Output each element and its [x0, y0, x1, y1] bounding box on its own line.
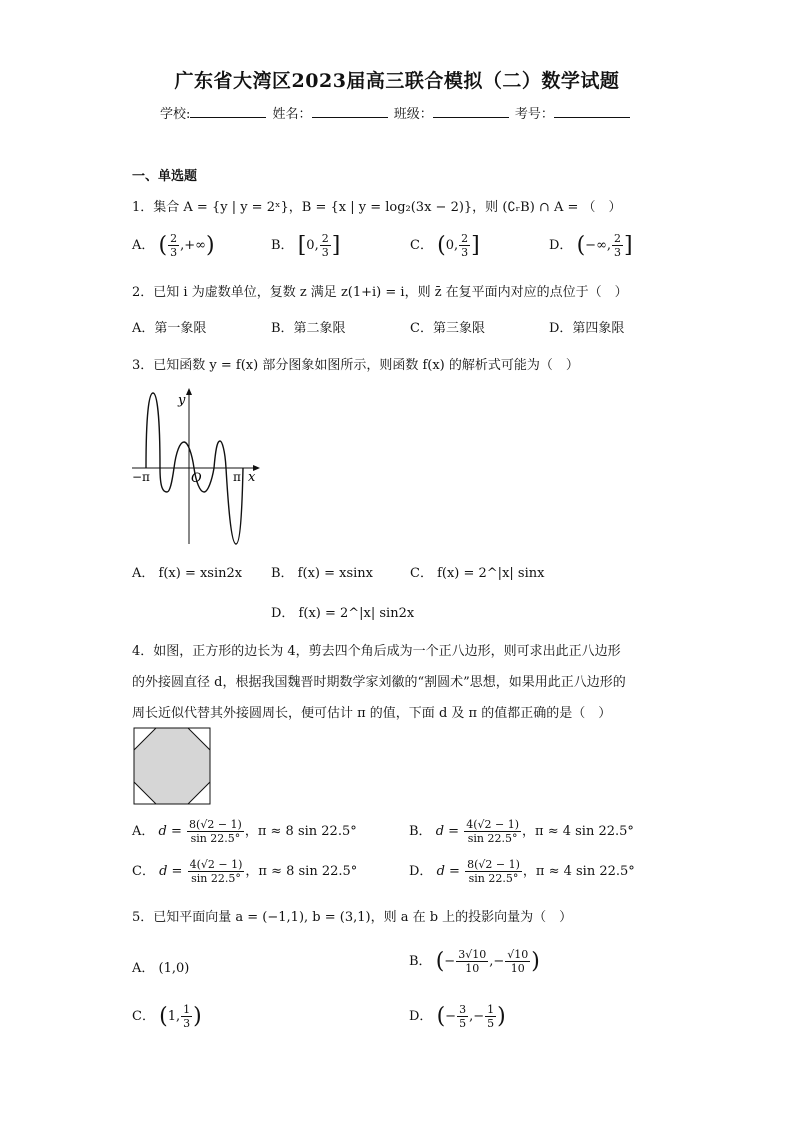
q1-option-b-letter: B．	[271, 238, 294, 253]
q5-b-num2: √10	[507, 948, 529, 961]
exam-no-blank[interactable]	[554, 105, 630, 118]
q1-option-a-letter: A．	[132, 238, 155, 253]
q5-b-den1: 10	[465, 962, 480, 975]
pi-label: π	[233, 470, 241, 484]
q4-d-d-eq: d =	[436, 864, 460, 879]
q1-option-d-letter: D．	[549, 238, 573, 253]
class-label: 班级：	[393, 107, 433, 122]
q2-option-d[interactable]: D．第四象限	[549, 321, 625, 336]
q2-option-c[interactable]: C．第三象限	[410, 321, 485, 336]
q4-a-pi: ，π ≈ 8 sin 22.5°	[244, 824, 357, 839]
y-axis-label: y	[178, 393, 186, 408]
q3-function-graph	[130, 384, 262, 548]
question-4-line-1: 4．如图，正方形的边长为 4，剪去四个角后成为一个正八边形，则可求出此正八边形	[132, 644, 621, 659]
q4-d-num: 8(√2 − 1)	[467, 858, 520, 871]
q5-d-den2: 5	[487, 1017, 495, 1030]
q4-d-pi: ，π ≈ 4 sin 22.5°	[522, 864, 635, 879]
q4-b-pi: ，π ≈ 4 sin 22.5°	[522, 824, 634, 839]
q4-option-d-letter: D．	[409, 864, 433, 879]
q5-b-num1: 3√10	[458, 948, 487, 961]
q5-d-den1: 5	[459, 1017, 467, 1030]
class-blank[interactable]	[433, 105, 509, 118]
q4-option-c-letter: C．	[132, 864, 155, 879]
q5-option-c[interactable]: C． (1, $\frac{1}{3}$ )	[132, 1003, 202, 1030]
question-4-line-2: 的外接圆直径 d，根据我国魏晋时期数学家刘徽的“割圆术”思想，如果用此正八边形的	[132, 675, 626, 690]
q4-option-a-letter: A．	[132, 824, 155, 839]
q5-option-b-letter: B．	[409, 954, 432, 969]
student-info-line	[160, 103, 632, 122]
q4-c-pi: ，π ≈ 8 sin 22.5°	[245, 864, 358, 879]
q4-octagon-figure	[133, 727, 213, 807]
q4-option-b-letter: B．	[409, 824, 432, 839]
q4-b-den: sin 22.5°	[467, 832, 518, 845]
neg-pi-label: −π	[132, 470, 150, 484]
q1-option-a[interactable]: A． ( $\frac{2}{3}$ ,+∞)	[132, 232, 215, 259]
q5-d-num2: 1	[487, 1003, 495, 1016]
q1-option-b[interactable]: B． [0, $\frac{2}{3}$ ]	[271, 232, 341, 259]
section-heading: 一、单选题	[132, 169, 198, 184]
name-blank[interactable]	[312, 105, 388, 118]
question-2-stem: 2．已知 i 为虚数单位，复数 z 满足 z(1+i) = i，则 z̄ 在复平面内对应的点位于（ ）	[132, 285, 628, 300]
q1-option-d[interactable]: D． (−∞, $\frac{2}{3}$ ]	[549, 232, 633, 259]
q3-option-a[interactable]: A． f(x) = xsin2x	[132, 566, 243, 581]
school-blank[interactable]	[190, 105, 266, 118]
name-label: 姓名：	[272, 107, 312, 122]
q4-a-num: 8(√2 − 1)	[189, 818, 242, 831]
x-axis-label: x	[248, 470, 256, 485]
q4-c-num: 4(√2 − 1)	[189, 858, 243, 871]
q3-option-b[interactable]: B． f(x) = xsinx	[271, 566, 373, 581]
q4-option-b[interactable]	[409, 818, 634, 845]
q5-b-den2: 10	[510, 962, 525, 975]
q3-option-c[interactable]: C． f(x) = 2^|x| sinx	[410, 566, 545, 581]
q4-option-c[interactable]	[132, 858, 357, 885]
q5-c-den: 3	[183, 1017, 191, 1030]
q5-option-d-letter: D．	[409, 1009, 433, 1024]
school-label: 学校:	[160, 107, 191, 122]
page-title: 广东省大湾区2023届高三联合模拟（二）数学试题	[174, 70, 620, 92]
q5-d-num1: 3	[459, 1003, 467, 1016]
question-4-line-3: 周长近似代替其外接圆周长，便可估计 π 的值，下面 d 及 π 的值都正确的是（ ）	[132, 706, 612, 721]
q4-a-den: sin 22.5°	[190, 832, 241, 845]
origin-label: O	[191, 471, 202, 486]
exam-no-label: 考号：	[514, 107, 554, 122]
q3-option-d[interactable]: D． f(x) = 2^|x| sin2x	[271, 606, 415, 621]
q4-a-d-eq: d =	[158, 824, 182, 839]
q4-c-d-eq: d =	[159, 864, 183, 879]
q4-option-a[interactable]	[132, 818, 357, 845]
q4-option-d[interactable]	[409, 858, 635, 885]
q4-b-num: 4(√2 − 1)	[466, 818, 520, 831]
q2-option-b[interactable]: B．第二象限	[271, 321, 346, 336]
question-3-stem: 3．已知函数 y = f(x) 部分图象如图所示，则函数 f(x) 的解析式可能为（ ）	[132, 358, 579, 373]
q2-option-a[interactable]: A．第一象限	[132, 321, 207, 336]
q5-option-b[interactable]: B． (− $\frac{3√10}{10}$ ,− $\frac{√10}{10}$ )	[409, 948, 540, 975]
q1-option-c-letter: C．	[410, 238, 433, 253]
q5-option-d[interactable]: D． (− $\frac{3}{5}$ ,− $\frac{1}{5}$ )	[409, 1003, 506, 1030]
q1-option-c[interactable]: C． (0, $\frac{2}{3}$ ]	[410, 232, 480, 259]
q5-option-c-letter: C．	[132, 1009, 155, 1024]
q4-c-den: sin 22.5°	[191, 872, 241, 885]
q5-c-num: 1	[183, 1003, 191, 1016]
question-1-stem: 1．集合 A = {y | y = 2ˣ}，B = {x | y = log₂(3x − 2)}，则 (∁ᵣB) ∩ A = （ ）	[132, 200, 622, 215]
q4-d-den: sin 22.5°	[468, 872, 519, 885]
q5-option-a[interactable]: A． (1,0)	[132, 961, 190, 976]
q4-b-d-eq: d =	[435, 824, 460, 839]
question-5-stem: 5．已知平面向量 a = (−1,1), b = (3,1)，则 a 在 b 上的投影向量为（ ）	[132, 910, 573, 925]
